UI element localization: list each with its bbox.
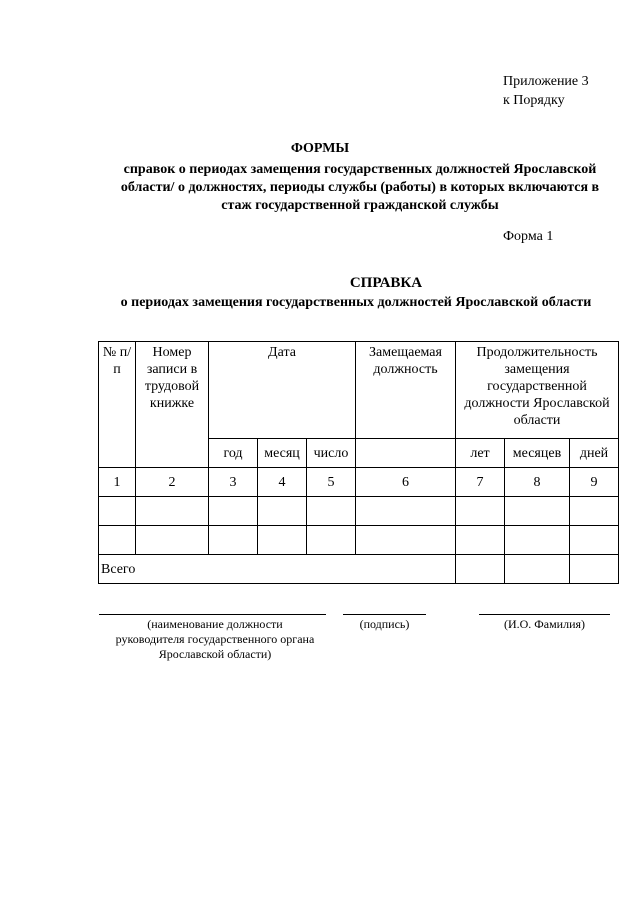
table-cell bbox=[456, 526, 505, 555]
table-cell bbox=[505, 497, 570, 526]
table-cell bbox=[209, 497, 258, 526]
table-cell bbox=[136, 526, 209, 555]
col-number: 8 bbox=[505, 468, 570, 497]
header-date: Дата bbox=[209, 342, 356, 439]
subheader-days: дней bbox=[570, 439, 619, 468]
header-record: Номер записи в трудовой книжке bbox=[136, 342, 209, 468]
table-cell bbox=[356, 497, 456, 526]
table-cell bbox=[356, 526, 456, 555]
signature-line bbox=[343, 614, 426, 615]
spravka-title: СПРАВКА bbox=[349, 275, 423, 291]
total-days bbox=[570, 555, 619, 584]
table-cell bbox=[258, 526, 307, 555]
col-number: 7 bbox=[456, 468, 505, 497]
position-caption: (наименование должности руководителя государственного органа Ярославской области) bbox=[115, 617, 315, 661]
col-number: 9 bbox=[570, 468, 619, 497]
appendix-line-2: к Порядку bbox=[503, 93, 565, 108]
forms-subtitle: справок о периодах замещения государственных должностей Ярославской области/ о должностях, периоды службы (работы) в которых включаются в стаж государственной гражданской службы bbox=[120, 162, 600, 213]
table-cell bbox=[307, 497, 356, 526]
col-number: 6 bbox=[356, 468, 456, 497]
table-cell bbox=[99, 526, 136, 555]
forms-title: ФОРМЫ bbox=[290, 141, 350, 156]
table-cell bbox=[99, 497, 136, 526]
spravka-subtitle: о периодах замещения государственных должностей Ярославской области bbox=[120, 295, 592, 310]
periods-table bbox=[98, 341, 619, 584]
total-months bbox=[505, 555, 570, 584]
table-cell bbox=[456, 497, 505, 526]
position-signature-line bbox=[99, 614, 326, 615]
col-number: 5 bbox=[307, 468, 356, 497]
table-cell bbox=[505, 526, 570, 555]
total-row bbox=[99, 555, 619, 584]
table-cell bbox=[258, 497, 307, 526]
name-signature-line bbox=[479, 614, 610, 615]
total-label: Всего bbox=[99, 555, 456, 584]
table-cell bbox=[570, 526, 619, 555]
subheader-day: число bbox=[307, 439, 356, 468]
col-number: 2 bbox=[136, 468, 209, 497]
subheader-months: месяцев bbox=[505, 439, 570, 468]
table-row bbox=[99, 526, 619, 555]
col-number: 3 bbox=[209, 468, 258, 497]
header-position: Замещаемая должность bbox=[356, 342, 456, 439]
subheader-years: лет bbox=[456, 439, 505, 468]
col-number: 4 bbox=[258, 468, 307, 497]
appendix-note bbox=[503, 72, 589, 110]
total-years bbox=[456, 555, 505, 584]
header-duration: Продолжительность замещения государственной должности Ярославской области bbox=[456, 342, 619, 439]
appendix-line-1: Приложение 3 bbox=[503, 74, 589, 89]
subheader-year: год bbox=[209, 439, 258, 468]
col-number: 1 bbox=[99, 468, 136, 497]
table-row bbox=[99, 497, 619, 526]
header-num: № п/п bbox=[99, 342, 136, 468]
subheader-position-empty bbox=[356, 439, 456, 468]
table-cell bbox=[209, 526, 258, 555]
form-number: Форма 1 bbox=[503, 229, 554, 244]
signature-caption: (подпись) bbox=[359, 617, 410, 631]
table-cell bbox=[570, 497, 619, 526]
name-caption: (И.О. Фамилия) bbox=[503, 617, 586, 631]
table-cell bbox=[307, 526, 356, 555]
subheader-month: месяц bbox=[258, 439, 307, 468]
table-cell bbox=[136, 497, 209, 526]
